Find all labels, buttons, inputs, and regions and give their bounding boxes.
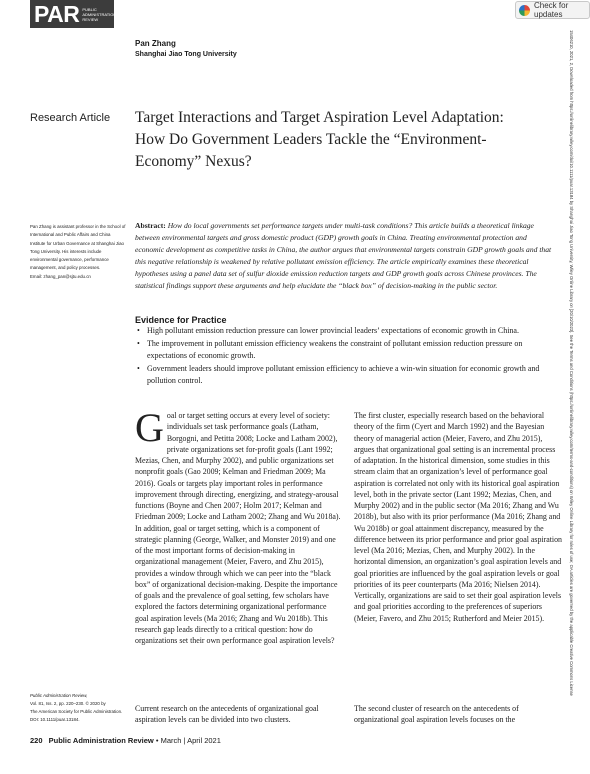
check-for-updates-button[interactable] (515, 1, 590, 19)
body-col1-tail: Current research on the antecedents of organizational goal aspiration levels can be divided into two clusters. (135, 704, 319, 725)
journal-info-doi[interactable]: DOI: 10.1111/puar.13184. (30, 717, 80, 722)
body-col2-text: The first cluster, especially research based on the behavioral theory of the firm (Cyert and March 1992) and the Bayesian theory of managerial action (Meier, Favero, and Zhu 2015), argues that organizational goal setting is an incremental process of adaptation. In the historical dimension, some studies in this stream claim that an organization’s level of performance goal aspiration is correlated not only with its historical goal aspiration level, both in the private sector (Lant 1992; Mezias, Chen, and Murphy 2002) and in the public sector (Ma 2016; Zhang and Wu 2018b), but also with its prior performance (Ma 2016; Zhang and Wu 2018b) or goal attainment discrepancy, measured by the difference between its prior performance and prior goal aspiration level (Ma 2016; Mezias, Chen, and Murphy 2002). In the horizontal dimension, an organization’s goal aspiration levels and goal priorities are influenced by the goal aspiration levels or goal priorities of its peer counterparts (Ma 2016; Nielsen 2014). Vertically, organizations are said to set their goal aspiration levels and goal priorities according to the preferences of superiors (Meier, Favero, and Zhu 2015; Rutherford and Meier 2015). (354, 411, 562, 623)
journal-info-society: The American Society for Public Administration. (30, 709, 123, 714)
journal-logo (30, 0, 117, 28)
drop-cap: G (135, 405, 164, 450)
body-column-1 (135, 405, 341, 646)
body-col2-tail: The second cluster of research on the antecedents of organizational goal aspiration levels focuses on the (354, 704, 519, 725)
article-type: Research Article (30, 112, 111, 124)
footer-journal: Public Administration Review (48, 736, 154, 745)
author-bio (30, 223, 126, 281)
journal-info (30, 692, 126, 724)
body-col1-text: oal or target setting occurs at every level of society: individuals set task performance goals (Latham, Borgogni, and Petitta 2008; Locke and Latham 2002), private organizations set for-profit goals (Lant 1992; Mezias, Chen, and Murphy 2002), and public organizations set nonprofit goals (Gao 2009; Kelman and Friedman 2009; Ma 2016). Goals or targets play important roles in performance improvement through directing, energizing, and strategy-arousal functions (Boyne and Chen 2007; Holm 2017; Kelman and Friedman 2009; Locke and Latham 2002; Zhang and Wu 2018a). In addition, goal or target setting, which is a component of strategic planning (George, Walker, and Monster 2019) and one of the most important forms of decision-making in organizational management (Meier, Favero, and Zhu 2015), provides a window through which we can peer into the “black box” of organizational decision-making. Despite the importance of goals and the prevalence of goal setting, few scholars have explored the factors determining organizational performance goal aspiration levels (Ma 2016; Zhang and Wu 2018b). This research gap leads directly to a critical question: how do organizations set their own performance goal aspiration levels? (135, 411, 341, 645)
author-affiliation: Shanghai Jiao Tong University (135, 51, 237, 58)
download-notice: 15406210, 2021, 2, Downloaded from https://onlinelibrary.wiley.com/doi/10.1111/puar.13184 by Shanghai Jiao Tong University, Wiley Online Library on [20/10/2023]. See the Terms and Conditions (https://onlinelibrary.wiley.com/terms-and-conditions) on Wiley Online Library for rules of use; OA articles are governed by the applicable Creative Commons License (569, 30, 574, 696)
body-column-2 (354, 410, 562, 624)
evidence-list (135, 325, 560, 388)
download-sidebar (566, 30, 580, 750)
evidence-item: • Government leaders should improve pollutant emission efficiency to achieve a win-win situation for economic growth and pollution control. (135, 363, 560, 387)
author-bio-text: Pan Zhang is assistant professor in the School of International and Public Affairs and China Institute for Urban Governance at Shanghai Jiao Tong University. His interests include environmental governance, performance management, and policy processes. (30, 224, 126, 271)
article-title: Target Interactions and Target Aspiration Level Adaptation: How Do Government Leaders Tackle the “Environment-Economy” Nexus? (135, 109, 504, 170)
crossmark-icon (519, 5, 530, 16)
author-name: Pan Zhang (135, 39, 176, 48)
abstract-text: How do local governments set performance targets under multi-task conditions? This article builds a theoretical linkage between environmental targets and gross domestic product (GDP) growth goals in China. Treating environmental protection and economic development as competitive tasks in China, the author argues that environmental targets constrain GDP growth goals and that this negative relationship is weakened by relative pollutant emission efficiency. The article empirically examines these theoretical hypotheses using a panel data set of sulfur dioxide emission reduction targets and GDP growth goals across Chinese provinces. The statistical findings support these arguments and help elucidate the “black box” of decision-making in the public sector. (135, 221, 552, 290)
page-footer (30, 736, 221, 745)
journal-info-volume: Vol. 81, Iss. 2, pp. 220–230. © 2020 by (30, 701, 106, 706)
evidence-item: • High pollutant emission reduction pressure can lower provincial leaders’ expectations of economic growth in China. (135, 325, 560, 337)
journal-info-name: Public Administration Review, (30, 693, 88, 698)
logo-subtitle: PUBLIC ADMINISTRATION REVIEW (82, 6, 117, 22)
author-email[interactable]: Email: zhang_pan@sjtu.edu.cn (30, 273, 91, 279)
page-number: 220 (30, 736, 43, 745)
footer-issue: • March | April 2021 (155, 736, 221, 745)
evidence-title: Evidence for Practice (135, 315, 227, 325)
abstract-label: Abstract: (135, 221, 166, 230)
abstract (135, 220, 555, 292)
check-for-updates-label: Check for updates (534, 1, 569, 19)
logo-word: PAR (34, 0, 80, 27)
evidence-item: • The improvement in pollutant emission efficiency weakens the constraint of pollutant emission reduction pressure on expectations of economic growth. (135, 338, 560, 362)
